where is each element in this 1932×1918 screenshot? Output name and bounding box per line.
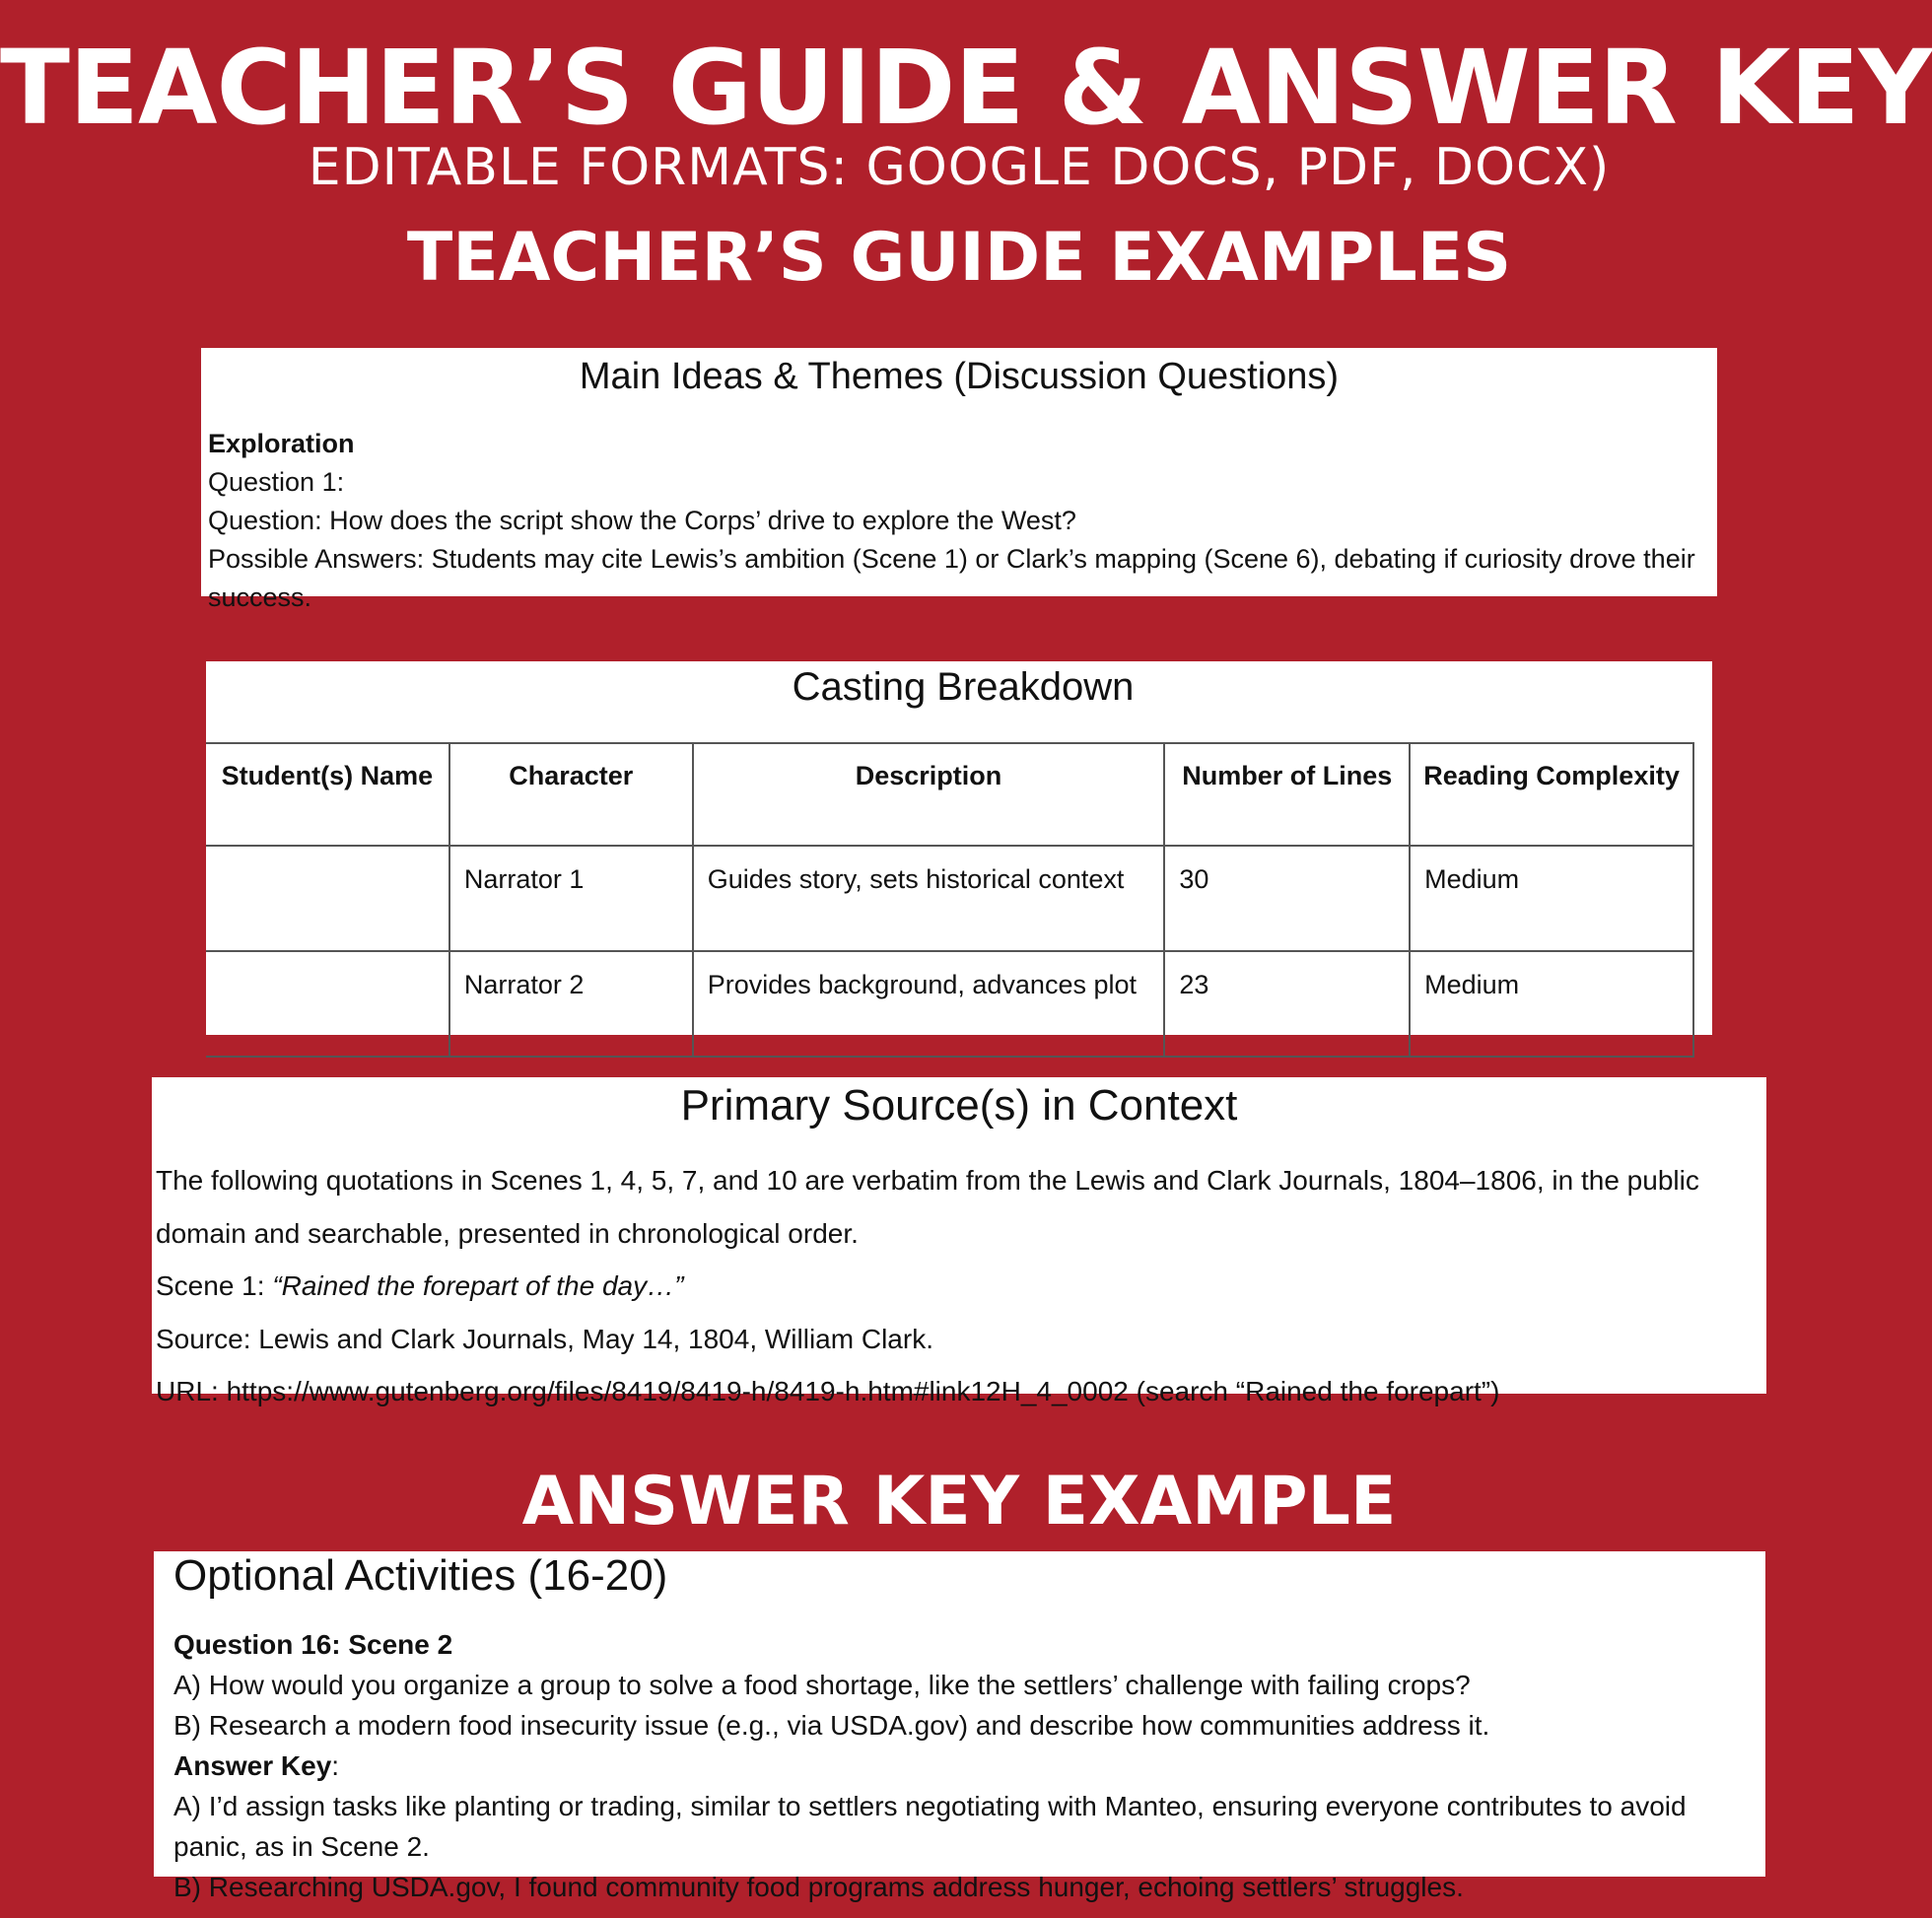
- optional-activities-body: [173, 1624, 1746, 1907]
- question-number: Question 1:: [208, 467, 345, 497]
- casting-title: Casting Breakdown: [792, 665, 1135, 709]
- main-ideas-body: [208, 425, 1707, 617]
- cell-character: Narrator 2: [449, 951, 693, 1057]
- cell-name: [206, 951, 449, 1057]
- optional-activities-title: Optional Activities (16-20): [173, 1551, 668, 1600]
- main-ideas-panel: [201, 348, 1717, 612]
- header-character: Character: [449, 743, 693, 846]
- question-part-b: B) Research a modern food insecurity issue (e.g., via USDA.gov) and describe how communities address it.: [173, 1710, 1490, 1741]
- possible-answers: Possible Answers: Students may cite Lewis’s ambition (Scene 1) or Clark’s mapping (Scene 6), debating if curiosity drove their success.: [208, 544, 1695, 612]
- scene-quote-line: [156, 1260, 1747, 1313]
- header-reading-complexity: Reading Complexity: [1410, 743, 1693, 846]
- primary-source-body: [156, 1154, 1747, 1418]
- main-title: TEACHER’S GUIDE & ANSWER KEY: [0, 28, 1932, 148]
- primary-source-title: Primary Source(s) in Context: [680, 1081, 1238, 1130]
- source-citation: Source: Lewis and Clark Journals, May 14, 1804, William Clark.: [156, 1323, 933, 1354]
- cell-lines: 30: [1164, 846, 1410, 951]
- cell-complexity: Medium: [1410, 846, 1693, 951]
- table-row: [206, 951, 1693, 1057]
- primary-source-intro: The following quotations in Scenes 1, 4, 5, 7, and 10 are verbatim from the Lewis and Clark Journals, 1804–1806, in the public domain and searchable, presented in chronological order.: [156, 1165, 1699, 1249]
- cell-description: Guides story, sets historical context: [693, 846, 1165, 951]
- table-row: [206, 846, 1693, 951]
- scene-quote: “Rained the forepart of the day…”: [272, 1270, 684, 1301]
- source-url: URL: https://www.gutenberg.org/files/8419/8419-h/8419-h.htm#link12H_4_0002 (search “Rained the forepart”): [156, 1376, 1500, 1406]
- cell-description: Provides background, advances plot: [693, 951, 1165, 1057]
- optional-activities-panel: [154, 1551, 1765, 1902]
- question-heading: Question 16: Scene 2: [173, 1629, 453, 1660]
- cell-complexity: Medium: [1410, 951, 1693, 1057]
- answer-key-example-heading: ANSWER KEY EXAMPLE: [521, 1463, 1397, 1541]
- primary-source-panel: [152, 1077, 1766, 1406]
- main-ideas-title: Main Ideas & Themes (Discussion Questions): [579, 356, 1340, 397]
- answer-key-colon: :: [331, 1750, 340, 1781]
- answer-a: A) I’d assign tasks like planting or trading, similar to settlers negotiating with Manteo, ensuring everyone contributes to avoid panic, as in Scene 2.: [173, 1791, 1687, 1862]
- header-description: Description: [693, 743, 1165, 846]
- question-text: Question: How does the script show the Corps’ drive to explore the West?: [208, 506, 1076, 535]
- cell-character: Narrator 1: [449, 846, 693, 951]
- casting-panel: [206, 661, 1712, 1035]
- casting-table: [206, 742, 1694, 1058]
- header-student-name: Student(s) Name: [206, 743, 449, 846]
- table-header-row: [206, 743, 1693, 846]
- answer-key-label: Answer Key: [173, 1750, 332, 1781]
- section-label: Exploration: [208, 429, 355, 458]
- header-number-of-lines: Number of Lines: [1164, 743, 1410, 846]
- cell-name: [206, 846, 449, 951]
- scene-label: Scene 1:: [156, 1270, 273, 1301]
- answer-key-line: [173, 1746, 1746, 1786]
- formats-subtitle: EDITABLE FORMATS: GOOGLE DOCS, PDF, DOCX): [308, 138, 1611, 197]
- answer-b: B) Researching USDA.gov, I found community food programs address hunger, echoing settlers’ struggles.: [173, 1872, 1464, 1902]
- teachers-guide-examples-heading: TEACHER’S GUIDE EXAMPLES: [406, 219, 1512, 297]
- question-part-a: A) How would you organize a group to solve a food shortage, like the settlers’ challenge with failing crops?: [173, 1670, 1471, 1700]
- cell-lines: 23: [1164, 951, 1410, 1057]
